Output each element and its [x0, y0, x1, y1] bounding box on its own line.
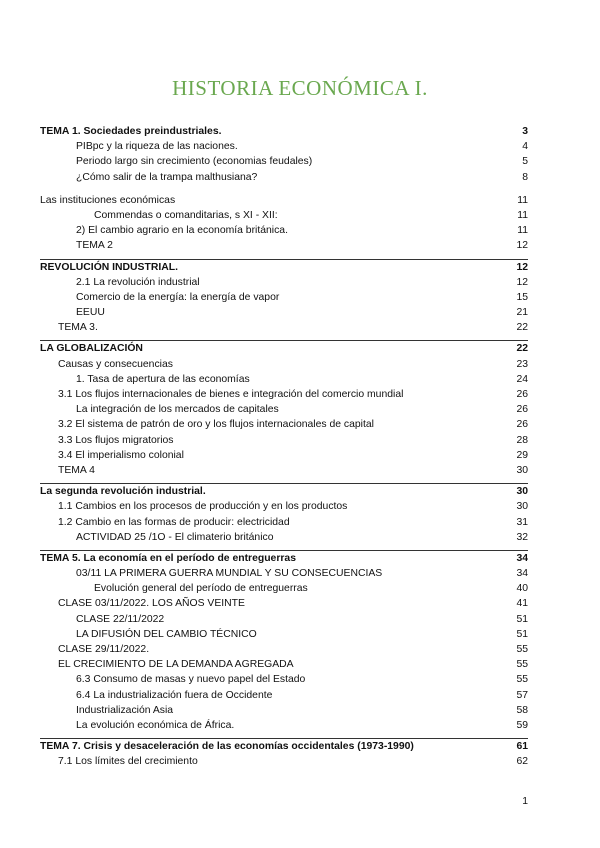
toc-entry-page: 40 [516, 583, 528, 595]
toc-entry-text: La integración de los mercados de capitales [76, 404, 279, 416]
toc-entry-text: TEMA 5. La economía en el período de entreguerras [40, 552, 296, 564]
toc-entry-page: 23 [516, 358, 528, 370]
toc-entry-page: 11 [517, 225, 528, 237]
toc-entry[interactable] [40, 642, 528, 657]
toc-entry-page: 26 [516, 389, 528, 400]
toc-entry[interactable] [40, 463, 528, 478]
toc-entry-text: 7.1 Los límites del crecimiento [58, 756, 198, 768]
toc-entry-text: TEMA 4 [58, 464, 95, 476]
toc-entry[interactable] [40, 223, 528, 238]
toc-entry-text: Las instituciones económicas [40, 194, 176, 206]
toc-entry-text: TEMA 3. [58, 322, 98, 334]
toc-entry-text: CLASE 03/11/2022. LOS AÑOS VEINTE [58, 598, 245, 610]
toc-entry[interactable] [40, 448, 528, 463]
toc-entry[interactable] [40, 754, 528, 769]
toc-entry[interactable] [40, 402, 528, 417]
toc-entry-text: EL CRECIMIENTO DE LA DEMANDA AGREGADA [58, 659, 294, 671]
toc-entry-page: 32 [516, 531, 528, 543]
toc-entry-text: La evolución económica de África. [76, 719, 235, 731]
toc-entry-page: 26 [516, 404, 528, 416]
toc-entry-text: TEMA 7. Crisis y desaceleración de las economías occidentales (1973-1990) [40, 741, 414, 753]
toc-entry-text: La segunda revolución industrial. [40, 486, 206, 498]
toc-entry[interactable] [40, 124, 528, 139]
toc-entry-text: Causas y consecuencias [58, 358, 173, 370]
toc-entry[interactable] [40, 515, 528, 530]
toc-entry-page: 55 [516, 674, 528, 686]
toc-entry-text: 6.4 La industrialización fuera de Occidente [76, 689, 273, 701]
toc-entry-page: 15 [516, 291, 528, 303]
toc-entry-text: CLASE 29/11/2022. [58, 644, 150, 655]
toc-entry-page: 57 [516, 689, 528, 701]
toc-entry[interactable] [40, 483, 528, 499]
toc-entry[interactable] [40, 372, 528, 387]
toc-entry-text: 3.3 Los flujos migratorios [58, 434, 174, 446]
toc-entry-text: LA DIFUSIÓN DEL CAMBIO TÉCNICO [76, 628, 257, 640]
toc-entry-page: 12 [516, 276, 528, 288]
toc-entry-text: REVOLUCIÓN INDUSTRIAL. [40, 261, 178, 273]
toc-entry[interactable] [40, 657, 528, 672]
toc-entry[interactable] [40, 139, 528, 154]
toc-entry[interactable] [40, 703, 528, 718]
toc-entry-page: 59 [516, 719, 528, 731]
toc-entry-text: Comercio de la energía: la energía de vapor [76, 291, 280, 303]
toc-entry[interactable] [40, 596, 528, 611]
toc-entry[interactable] [40, 340, 528, 356]
toc-entry-text: Industrialización Asia [76, 704, 174, 716]
toc-entry-page: 5 [522, 156, 528, 168]
toc-entry[interactable] [40, 387, 528, 402]
toc-entry-text: 2) El cambio agrario en la economía británica. [76, 225, 288, 237]
toc-entry[interactable] [40, 627, 528, 642]
table-of-contents [40, 124, 528, 770]
toc-entry[interactable] [40, 550, 528, 566]
toc-entry-text: ACTIVIDAD 25 /1O - El climaterio británico [76, 531, 274, 543]
toc-entry-page: 34 [516, 552, 528, 564]
toc-entry-text: 03/11 LA PRIMERA GUERRA MUNDIAL Y SU CONSECUENCIAS [76, 568, 383, 580]
toc-entry-page: 11 [517, 209, 528, 221]
toc-entry[interactable] [40, 718, 528, 733]
toc-entry-page: 55 [516, 644, 528, 655]
toc-entry-text: 1.2 Cambio en las formas de producir: electricidad [58, 516, 290, 528]
toc-entry[interactable] [40, 357, 528, 372]
toc-entry-page: 11 [517, 194, 528, 206]
toc-entry-page: 24 [516, 373, 528, 385]
toc-entry-page: 31 [516, 516, 528, 528]
toc-entry-page: 22 [516, 322, 528, 334]
toc-entry-page: 34 [516, 568, 528, 580]
toc-entry[interactable] [40, 208, 528, 223]
toc-entry-page: 21 [516, 307, 528, 319]
toc-entry[interactable] [40, 566, 528, 581]
toc-entry-text: 3.4 El imperialismo colonial [58, 449, 184, 461]
toc-entry-page: 8 [522, 171, 528, 183]
toc-entry[interactable] [40, 290, 528, 305]
toc-entry-text: PIBpc y la riqueza de las naciones. [76, 141, 238, 153]
toc-entry-text: LA GLOBALIZACIÓN [40, 343, 143, 355]
toc-entry-page: 3 [522, 126, 528, 137]
toc-entry[interactable] [40, 530, 528, 545]
toc-entry[interactable] [40, 193, 528, 208]
toc-entry-text: 1.1 Cambios en los procesos de producción y en los productos [58, 501, 348, 513]
toc-entry-page: 4 [522, 141, 528, 153]
toc-entry-text: 3.1 Los flujos internacionales de bienes e integración del comercio mundial [58, 389, 404, 400]
toc-entry[interactable] [40, 320, 528, 335]
footer-page-number: 1 [522, 796, 528, 807]
toc-entry[interactable] [40, 499, 528, 514]
toc-entry-page: 26 [516, 419, 528, 431]
toc-entry[interactable] [40, 275, 528, 290]
toc-entry[interactable] [40, 259, 528, 275]
toc-entry-text: ¿Cómo salir de la trampa malthusiana? [76, 171, 258, 183]
toc-entry-page: 61 [516, 741, 528, 753]
toc-entry-page: 29 [516, 449, 528, 461]
toc-entry[interactable] [40, 688, 528, 703]
toc-entry-page: 41 [516, 598, 528, 610]
toc-entry-text: TEMA 2 [76, 240, 113, 252]
toc-entry[interactable] [40, 612, 528, 627]
toc-entry-text: EEUU [76, 307, 105, 319]
toc-entry-text: 2.1 La revolución industrial [76, 276, 200, 288]
toc-entry-text: Commendas o comanditarias, s XI - XII: [94, 209, 278, 221]
toc-entry-page: 58 [516, 704, 528, 716]
toc-entry-page: 22 [516, 343, 528, 355]
toc-entry-text: TEMA 1. Sociedades preindustriales. [40, 126, 222, 137]
toc-entry[interactable] [40, 238, 528, 253]
toc-entry-page: 30 [516, 486, 528, 498]
toc-entry[interactable] [40, 672, 528, 687]
toc-entry-text: Periodo largo sin crecimiento (economias feudales) [76, 156, 313, 168]
toc-entry[interactable] [40, 154, 528, 169]
toc-entry-page: 12 [516, 261, 528, 273]
toc-entry-page: 55 [516, 659, 528, 671]
toc-entry[interactable] [40, 170, 528, 185]
toc-entry-text: CLASE 22/11/2022 [76, 613, 165, 625]
toc-entry-page: 28 [516, 434, 528, 446]
toc-entry-text: 3.2 El sistema de patrón de oro y los flujos internacionales de capital [58, 419, 374, 431]
toc-entry-page: 62 [516, 756, 528, 768]
toc-entry[interactable] [40, 581, 528, 596]
toc-entry[interactable] [40, 305, 528, 320]
toc-entry-page: 30 [516, 501, 528, 513]
toc-entry-text: 1. Tasa de apertura de las economías [76, 373, 250, 385]
toc-entry[interactable] [40, 738, 528, 754]
toc-entry[interactable] [40, 433, 528, 448]
toc-entry-text: 6.3 Consumo de masas y nuevo papel del Estado [76, 674, 306, 686]
toc-entry-page: 51 [516, 613, 528, 625]
toc-entry-page: 30 [516, 464, 528, 476]
toc-entry[interactable] [40, 417, 528, 432]
toc-entry-page: 12 [516, 240, 528, 252]
toc-entry-text: Evolución general del período de entreguerras [94, 583, 308, 595]
toc-entry-page: 51 [516, 628, 528, 640]
document-title: HISTORIA ECONÓMICA I. [172, 76, 428, 100]
